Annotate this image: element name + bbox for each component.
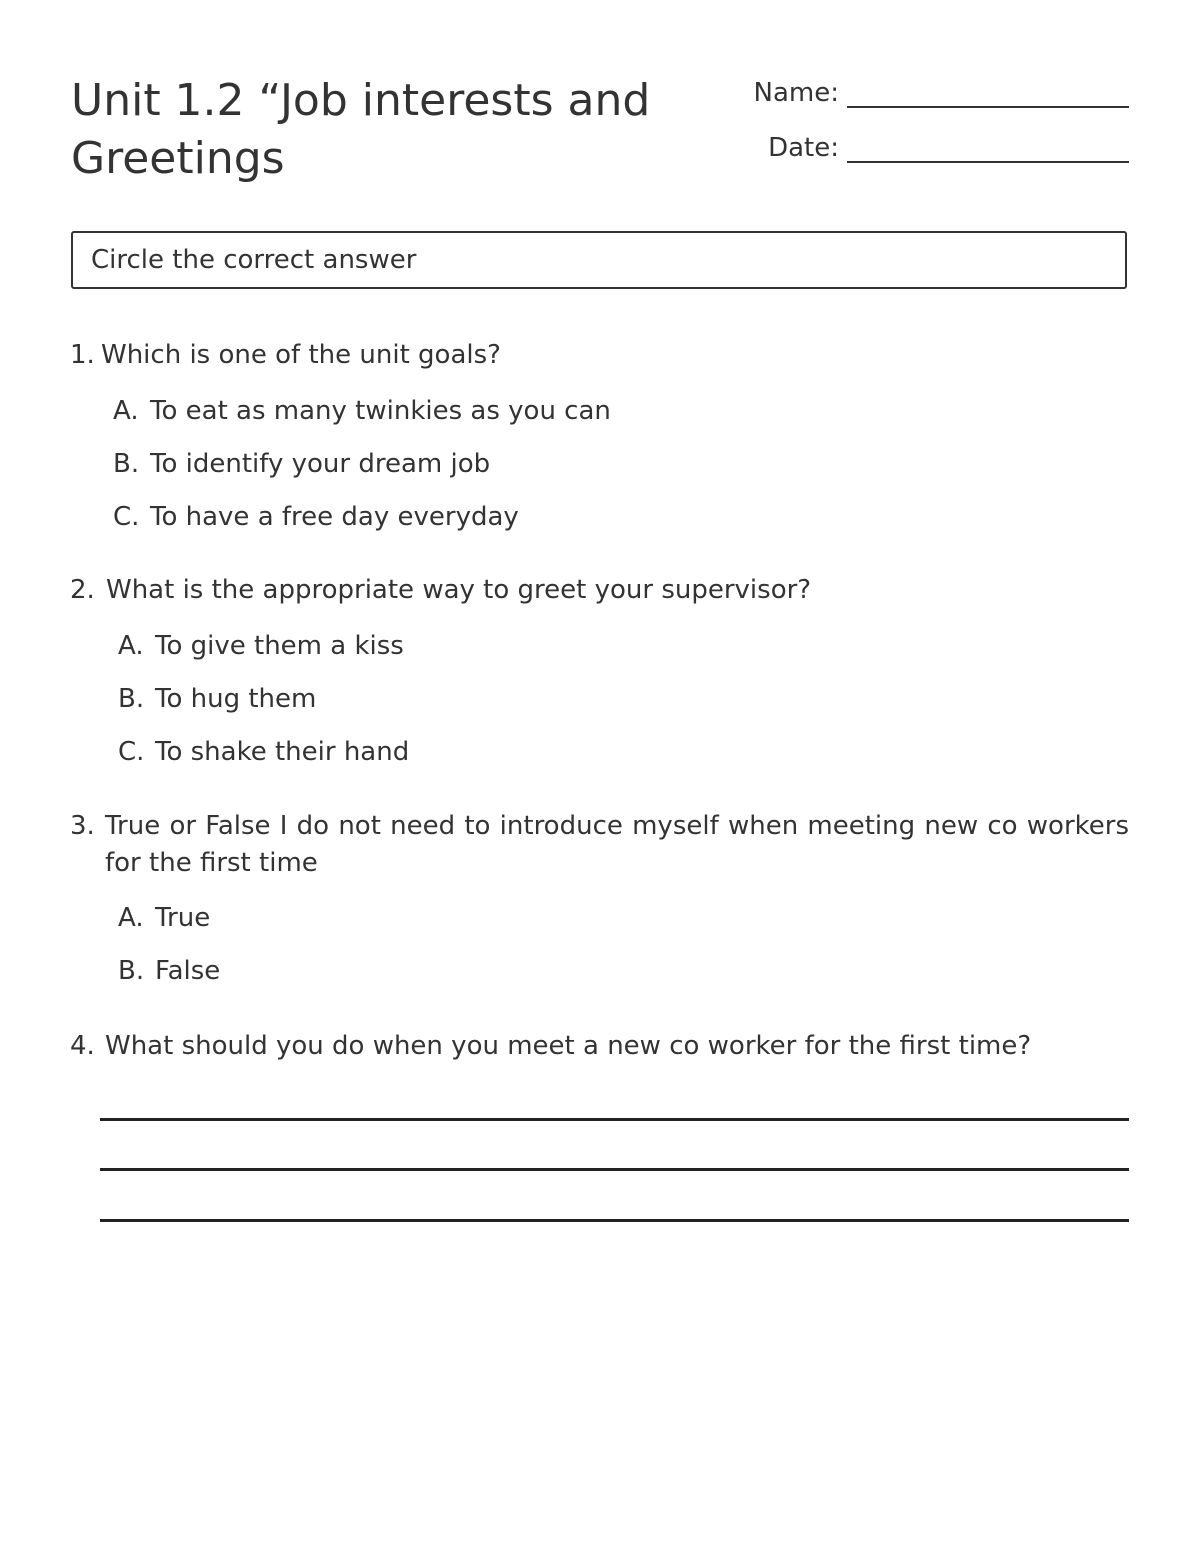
option-text[interactable]: To identify your dream job bbox=[150, 449, 491, 479]
question-text: True or False I do not need to introduce myself when meeting new co workers for the first time bbox=[105, 811, 1129, 878]
page-title: Unit 1.2 “Job interests and Greetings bbox=[71, 75, 651, 184]
option-letter: A. bbox=[118, 631, 144, 661]
option-text[interactable]: To eat as many twinkies as you can bbox=[150, 396, 611, 426]
option-text[interactable]: To give them a kiss bbox=[155, 631, 404, 661]
date-blank-line[interactable] bbox=[847, 131, 1129, 163]
question-number: 4. bbox=[70, 1031, 95, 1061]
option-text[interactable]: To shake their hand bbox=[155, 737, 410, 767]
option-letter: A. bbox=[118, 903, 144, 933]
option-text[interactable]: False bbox=[155, 956, 221, 986]
name-label: Name: bbox=[753, 78, 839, 108]
date-field bbox=[768, 131, 1129, 165]
question-number: 3. bbox=[70, 811, 95, 841]
question-text: What should you do when you meet a new co worker for the first time? bbox=[105, 1031, 1032, 1061]
option-text[interactable]: To have a free day everyday bbox=[150, 502, 519, 532]
option-letter: B. bbox=[118, 956, 145, 986]
option-letter: B. bbox=[113, 449, 140, 479]
answer-line[interactable] bbox=[100, 1168, 1129, 1171]
answer-line[interactable] bbox=[100, 1118, 1129, 1121]
name-field bbox=[754, 76, 1129, 110]
question-text: Which is one of the unit goals? bbox=[101, 340, 501, 370]
option-text[interactable]: To hug them bbox=[155, 684, 317, 714]
name-blank-line[interactable] bbox=[847, 76, 1129, 108]
option-letter: A. bbox=[113, 396, 139, 426]
instruction-box bbox=[71, 231, 1127, 289]
question-number: 1. bbox=[70, 340, 95, 370]
answer-line[interactable] bbox=[100, 1219, 1129, 1222]
question-text: What is the appropriate way to greet your supervisor? bbox=[106, 575, 812, 605]
option-letter: C. bbox=[118, 737, 145, 767]
instruction-text: Circle the correct answer bbox=[91, 245, 417, 275]
question-number: 2. bbox=[70, 575, 95, 605]
option-text[interactable]: True bbox=[155, 903, 211, 933]
option-letter: C. bbox=[113, 502, 140, 532]
option-letter: B. bbox=[118, 684, 145, 714]
date-label: Date: bbox=[768, 133, 839, 163]
